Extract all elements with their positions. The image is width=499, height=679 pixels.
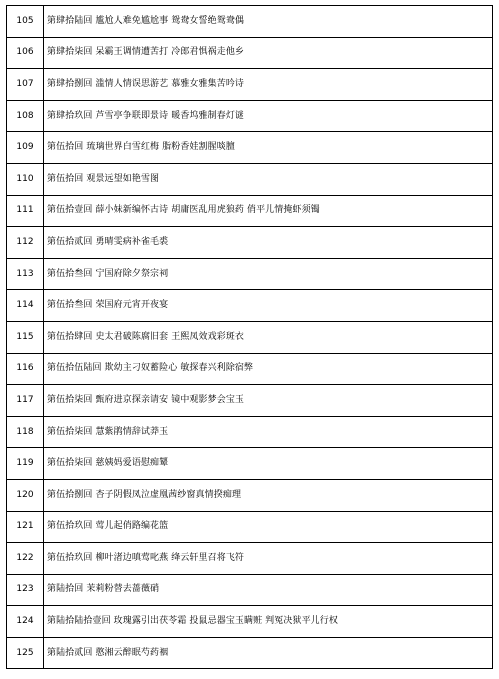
row-number: 122: [7, 543, 44, 575]
table-row: [7, 163, 493, 195]
chapter-title: 第肆拾玖回 芦雪亭争联即景诗 暖香坞雅制春灯谜: [44, 100, 493, 132]
chapter-title: 第陆拾回 茉莉粉替去蔷薇硝: [44, 574, 493, 606]
row-number: 120: [7, 479, 44, 511]
row-number: 110: [7, 163, 44, 195]
row-number: 109: [7, 132, 44, 164]
row-number: 119: [7, 448, 44, 480]
row-number: 106: [7, 37, 44, 69]
row-number: 116: [7, 353, 44, 385]
chapter-title: 第肆拾捌回 滥情人情误思游艺 慕雅女雅集苦吟诗: [44, 69, 493, 101]
chapter-title: 第伍拾贰回 勇晴雯病补雀毛裘: [44, 227, 493, 259]
row-number: 115: [7, 321, 44, 353]
row-number: 107: [7, 69, 44, 101]
row-number: 125: [7, 637, 44, 669]
table-row: [7, 479, 493, 511]
table-row: [7, 258, 493, 290]
row-number: 112: [7, 227, 44, 259]
chapter-title: 第伍拾柒回 慈姨妈爱语慰痴颦: [44, 448, 493, 480]
table-row: [7, 574, 493, 606]
chapter-title: 第伍拾捌回 杏子阴假凤泣虚凰茜纱窗真情揆痴理: [44, 479, 493, 511]
row-number: 117: [7, 385, 44, 417]
table-row: [7, 606, 493, 638]
table-row: [7, 290, 493, 322]
chapter-title: 第伍拾伍陆回 欺幼主刁奴蓄险心 敏探春兴利除宿弊: [44, 353, 493, 385]
table-row: [7, 385, 493, 417]
chapter-title: 第伍拾玖回 柳叶渚边嗔莺叱燕 绛云轩里召将飞符: [44, 543, 493, 575]
table-row: [7, 100, 493, 132]
row-number: 114: [7, 290, 44, 322]
chapter-title: 第伍拾肆回 史太君破陈腐旧套 王熙凤效戏彩斑衣: [44, 321, 493, 353]
table-row: [7, 37, 493, 69]
table-row: [7, 132, 493, 164]
chapter-title: 第伍拾叁回 宁国府除夕祭宗祠: [44, 258, 493, 290]
row-number: 111: [7, 195, 44, 227]
chapter-title: 第陆拾陆拾壹回 玫瑰露引出茯苓霜 投鼠忌器宝玉瞒赃 判冤决狱平儿行权: [44, 606, 493, 638]
table-row: [7, 416, 493, 448]
table-row: [7, 321, 493, 353]
chapter-title: 第伍拾柒回 慧紫鹃情辞试莽玉: [44, 416, 493, 448]
chapter-title: 第肆拾陆回 尴尬人难免尴尬事 鸳鸯女誓绝鸳鸯偶: [44, 6, 493, 38]
row-number: 105: [7, 6, 44, 38]
chapter-title: 第肆拾柒回 呆霸王调情遭苦打 冷郎君惧祸走他乡: [44, 37, 493, 69]
row-number: 108: [7, 100, 44, 132]
table-row: [7, 511, 493, 543]
chapter-table: [6, 5, 493, 669]
table-row: [7, 543, 493, 575]
chapter-title: 第伍拾柒回 甄府进京探亲请安 镜中观影梦会宝玉: [44, 385, 493, 417]
chapter-title: 第伍拾叁回 荣国府元宵开夜宴: [44, 290, 493, 322]
table-row: [7, 6, 493, 38]
chapter-title: 第伍拾玖回 莺儿起俏路编花篮: [44, 511, 493, 543]
chapter-table-body: [7, 6, 493, 669]
chapter-title: 第伍拾回 琉璃世界白雪红梅 脂粉香娃割腥啖膻: [44, 132, 493, 164]
row-number: 113: [7, 258, 44, 290]
table-row: [7, 195, 493, 227]
table-row: [7, 69, 493, 101]
chapter-title: 第伍拾回 观景远望如艳雪图: [44, 163, 493, 195]
row-number: 124: [7, 606, 44, 638]
table-row: [7, 227, 493, 259]
table-row: [7, 448, 493, 480]
row-number: 121: [7, 511, 44, 543]
chapter-title: 第伍拾壹回 薛小妹新编怀古诗 胡庸医乱用虎狼药 俏平儿情掩虾须镯: [44, 195, 493, 227]
row-number: 123: [7, 574, 44, 606]
row-number: 118: [7, 416, 44, 448]
table-row: [7, 353, 493, 385]
table-row: [7, 637, 493, 669]
chapter-title: 第陆拾贰回 憨湘云醉眠芍药裀: [44, 637, 493, 669]
